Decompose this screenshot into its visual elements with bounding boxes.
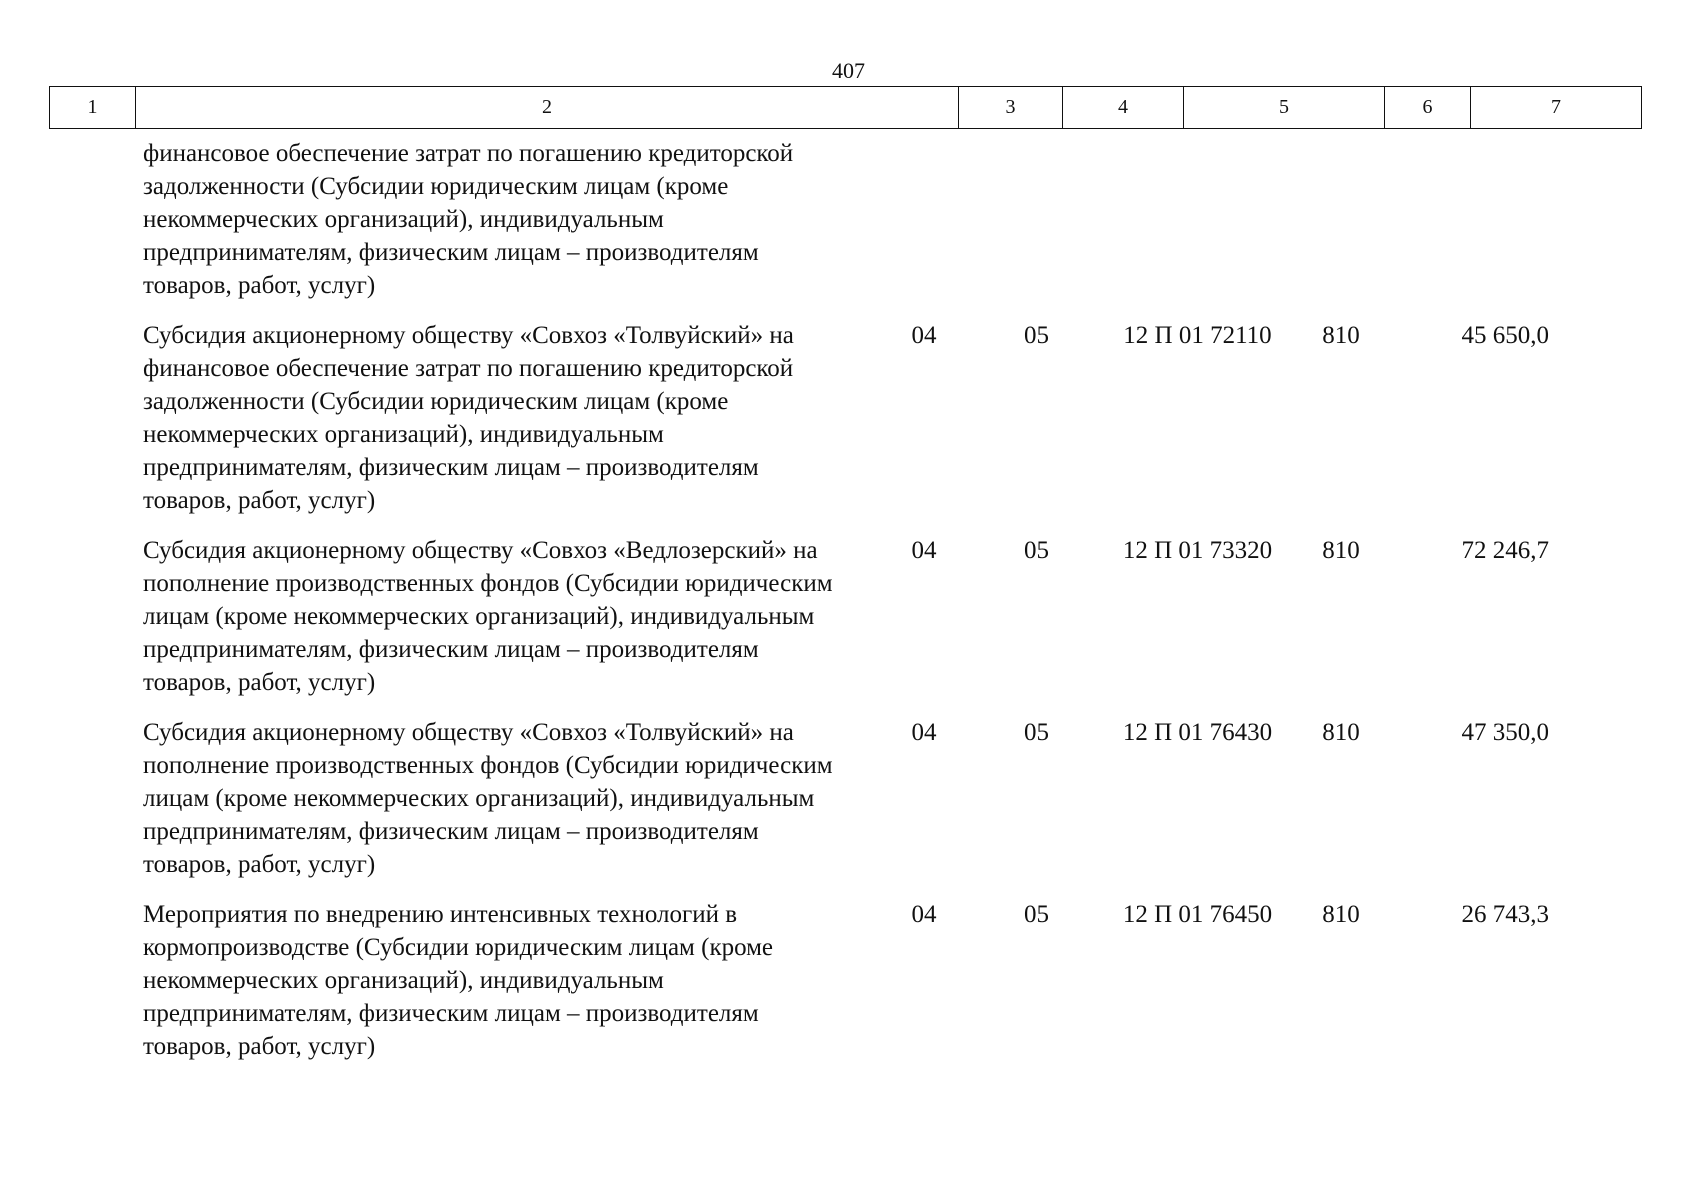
expense-type-code: 810: [1322, 322, 1360, 349]
table-row: [49, 898, 1641, 1063]
row-description: [49, 534, 872, 699]
row-description: [49, 319, 872, 517]
target-article-code: 12 П 01 72110: [1123, 322, 1272, 349]
subsection-code: 05: [1024, 901, 1049, 928]
page-number: 407: [832, 58, 865, 83]
description-line: товаров, работ, услуг): [143, 272, 376, 299]
description-line: товаров, работ, услуг): [143, 851, 376, 878]
target-article-code: 12 П 01 73320: [1122, 537, 1273, 564]
description-line: задолженности (Субсидии юридическим лицам (кроме: [143, 173, 729, 200]
expense-type-code: 810: [1322, 719, 1360, 746]
table-row: [49, 716, 1641, 881]
description-line: финансовое обеспечение затрат по погашению кредиторской: [143, 355, 794, 382]
amount: 47 350,0: [1461, 719, 1549, 746]
expense-type-code: 810: [1322, 901, 1360, 928]
amount: 45 650,0: [1461, 322, 1549, 349]
column-header-5: 5: [1184, 87, 1385, 129]
description-line: некоммерческих организаций), индивидуальным: [143, 206, 664, 233]
description-line: пополнение производственных фондов (Субсидии юридическим: [143, 570, 833, 597]
description-line: некоммерческих организаций), индивидуальным: [143, 421, 664, 448]
description-line: предпринимателям, физическим лицам – производителям: [143, 239, 759, 266]
description-line: финансовое обеспечение затрат по погашению кредиторской: [143, 140, 794, 167]
description-line: некоммерческих организаций), индивидуальным: [143, 967, 664, 994]
section-code: 04: [911, 537, 937, 564]
description-line: предпринимателям, физическим лицам – производителям: [143, 454, 759, 481]
target-article-code: 12 П 01 76430: [1122, 719, 1273, 746]
description-line: задолженности (Субсидии юридическим лицам (кроме: [143, 388, 729, 415]
description-line: Мероприятия по внедрению интенсивных технологий в: [143, 901, 738, 928]
description-line: лицам (кроме некоммерческих организаций), индивидуальным: [143, 603, 815, 630]
column-header-3: 3: [959, 87, 1063, 129]
table-row: [49, 137, 1641, 302]
column-header-2: 2: [136, 87, 959, 129]
column-header-1: 1: [50, 87, 136, 129]
subsection-code: 05: [1024, 719, 1049, 746]
description-line: товаров, работ, услуг): [143, 669, 376, 696]
subsection-code: 05: [1024, 537, 1049, 564]
row-description: [49, 716, 872, 881]
expense-type-code: 810: [1322, 537, 1360, 564]
description-line: товаров, работ, услуг): [143, 1033, 376, 1060]
row-description: [49, 898, 872, 1063]
column-header-table: [49, 86, 1642, 129]
section-code: 04: [911, 901, 937, 928]
amount: 72 246,7: [1461, 537, 1549, 564]
section-code: 04: [911, 719, 937, 746]
description-line: пополнение производственных фондов (Субсидии юридическим: [143, 752, 833, 779]
column-header-row: [50, 87, 1642, 129]
table-body: [49, 137, 1641, 1080]
description-line: предпринимателям, физическим лицам – производителям: [143, 818, 759, 845]
description-line: Субсидия акционерному обществу «Совхоз «Ведлозерский» на: [143, 537, 818, 564]
description-line: лицам (кроме некоммерческих организаций), индивидуальным: [143, 785, 815, 812]
column-header-6: 6: [1385, 87, 1471, 129]
description-line: товаров, работ, услуг): [143, 487, 376, 514]
description-line: Субсидия акционерному обществу «Совхоз «Толвуйский» на: [143, 719, 794, 746]
description-line: предпринимателям, физическим лицам – производителям: [143, 636, 759, 663]
description-line: Субсидия акционерному обществу «Совхоз «Толвуйский» на: [143, 322, 794, 349]
subsection-code: 05: [1024, 322, 1049, 349]
description-line: предпринимателям, физическим лицам – производителям: [143, 1000, 759, 1027]
section-code: 04: [911, 322, 937, 349]
table-row: [49, 319, 1641, 517]
description-line: кормопроизводстве (Субсидии юридическим лицам (кроме: [143, 934, 774, 961]
row-description: [49, 137, 872, 302]
amount: 26 743,3: [1461, 901, 1549, 928]
column-header-4: 4: [1063, 87, 1184, 129]
table-row: [49, 534, 1641, 699]
target-article-code: 12 П 01 76450: [1122, 901, 1273, 928]
column-header-7: 7: [1471, 87, 1642, 129]
